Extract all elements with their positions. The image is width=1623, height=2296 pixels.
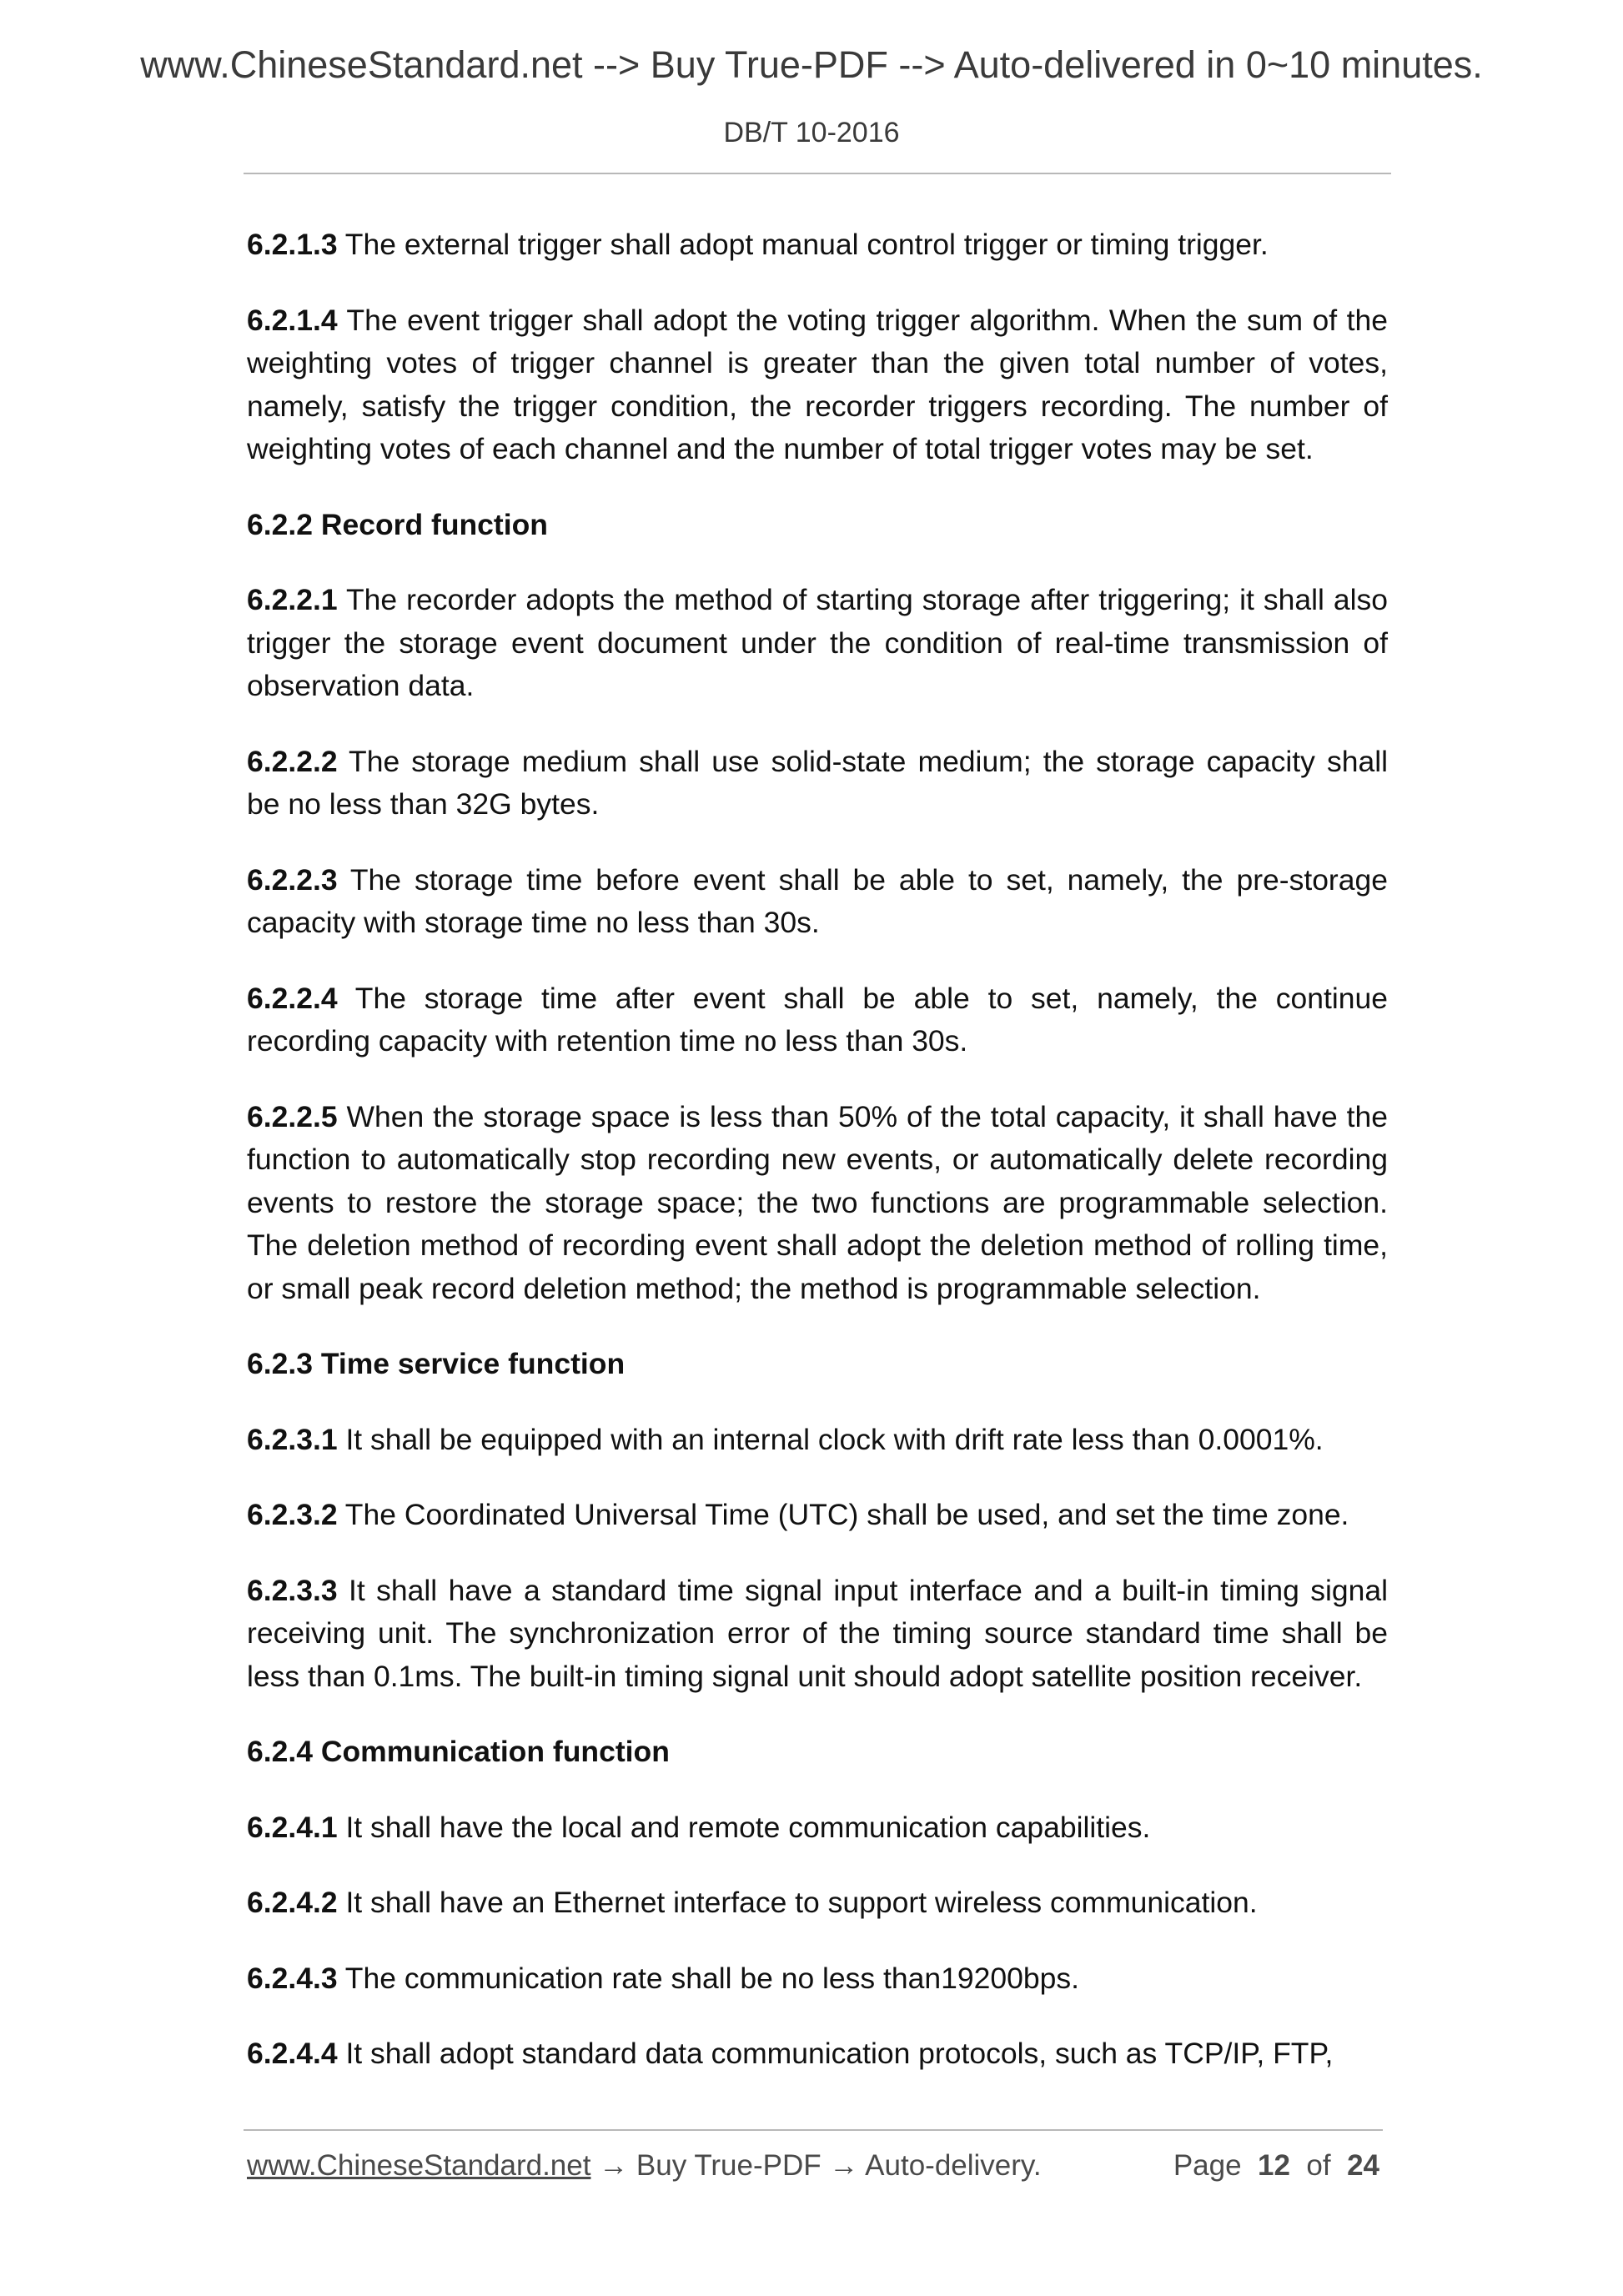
clause-6-2-2-1 [247,579,1388,708]
page-total: 24 [1347,2149,1379,2182]
clause-text: The event trigger shall adopt the voting trigger algorithm. When the sum of the weighting votes of trigger channel is greater than the given total number of votes, namely, satisfy the trigger condition, the recorder triggers recording. The number of weighting votes of each channel and the number of total trigger votes may be set. [247,303,1388,465]
clause-number: 6.2.2.2 [247,744,338,778]
clause-number: 6.2.4.3 [247,1961,338,1995]
clause-number: 6.2.3.2 [247,1498,338,1531]
clause-number: 6.2.3.3 [247,1573,338,1607]
clause-6-2-4-1 [247,1806,1388,1850]
document-code: DB/T 10-2016 [723,117,900,148]
clause-text: It shall have an Ethernet interface to support wireless communication. [337,1886,1258,1919]
clause-text: It shall be equipped with an internal clock with drift rate less than 0.0001%. [337,1422,1324,1456]
top-banner: www.ChineseStandard.net --> Buy True-PDF --> Auto-delivered in 0~10 minutes. [140,43,1483,86]
of-label: of [1306,2149,1331,2182]
clause-6-2-4-2 [247,1882,1388,1925]
clause-number: 6.2.4.1 [247,1810,338,1844]
footer-tagline: → Buy True-PDF → Auto-delivery. [590,2149,1042,2182]
header-divider [244,173,1391,174]
footer-left [247,2149,1042,2183]
clause-text: The storage medium shall use solid-state medium; the storage capacity shall be no less than 32G bytes. [247,744,1388,821]
clause-text: The communication rate shall be no less than19200bps. [337,1961,1079,1995]
clause-text: The storage time before event shall be able to set, namely, the pre-storage capacity with storage time no less than 30s. [247,862,1388,939]
document-body [247,224,1388,2108]
clause-6-2-1-3 [247,224,1388,267]
clause-number: 6.2.1.3 [247,228,338,261]
page-current: 12 [1258,2149,1290,2182]
clause-number: 6.2.4.4 [247,2037,338,2070]
clause-text: The storage time after event shall be able to set, namely, the continue recording capacity with retention time no less than 30s. [247,981,1388,1058]
clause-number: 6.2.4.2 [247,1886,338,1919]
clause-text: It shall adopt standard data communication protocols, such as TCP/IP, FTP, [337,2037,1334,2070]
clause-6-2-3-1 [247,1419,1388,1462]
footer-divider [244,2129,1383,2131]
clause-text: The external trigger shall adopt manual control trigger or timing trigger. [337,228,1269,261]
clause-6-2-1-4 [247,299,1388,471]
clause-6-2-2-4 [247,977,1388,1063]
clause-6-2-3-2 [247,1494,1388,1537]
clause-text: When the storage space is less than 50% of the total capacity, it shall have the function to automatically stop recording new events, or automatically delete recording events to restore the storage space; the two functions are programmable selection. The deletion method of recording event shall adopt the deletion method of rolling time, or small peak record deletion method; the method is programmable selection. [247,1099,1388,1305]
clause-number: 6.2.2.3 [247,862,338,897]
clause-6-2-3-3 [247,1570,1388,1699]
section-heading-communication-function: 6.2.4 Communication function [247,1735,670,1768]
clause-6-2-4-3 [247,1957,1388,2001]
clause-number: 6.2.3.1 [247,1422,338,1456]
page-indicator [1173,2149,1379,2183]
clause-6-2-2-3 [247,859,1388,945]
clause-6-2-2-5 [247,1096,1388,1311]
clause-text: It shall have a standard time signal input interface and a built-in timing signal receiving unit. The synchronization error of the timing source standard time shall be less than 0.1ms. The built-in timing signal unit should adopt satellite position receiver. [247,1573,1388,1693]
clause-text: The recorder adopts the method of starting storage after triggering; it shall also trigger the storage event document under the condition of real-time transmission of observation data. [247,583,1388,702]
footer-site-link[interactable]: www.ChineseStandard.net [247,2149,591,2182]
clause-text: It shall have the local and remote communication capabilities. [337,1810,1151,1844]
section-heading-time-service-function: 6.2.3 Time service function [247,1347,626,1380]
clause-text: The Coordinated Universal Time (UTC) shall be used, and set the time zone. [337,1498,1349,1531]
clause-number: 6.2.2.5 [247,1099,338,1133]
clause-6-2-2-2 [247,741,1388,826]
clause-number: 6.2.2.4 [247,981,338,1015]
clause-number: 6.2.2.1 [247,583,338,616]
page-label: Page [1173,2149,1242,2182]
section-heading-record-function: 6.2.2 Record function [247,507,548,541]
clause-6-2-4-4 [247,2032,1388,2076]
clause-number: 6.2.1.4 [247,303,338,337]
